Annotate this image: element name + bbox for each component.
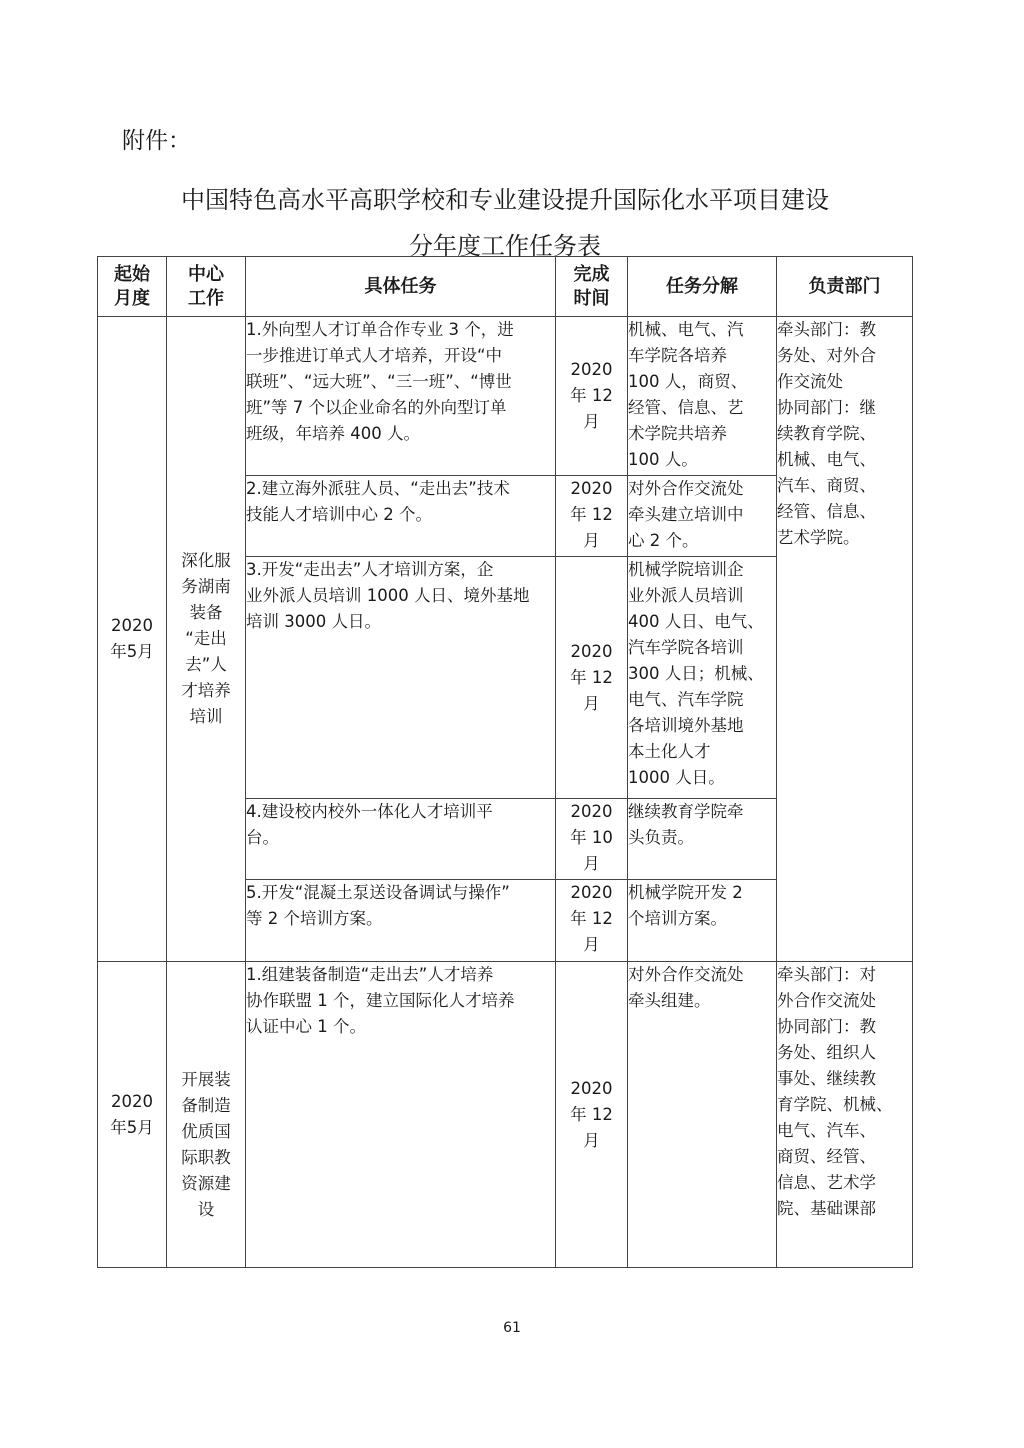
header-decompose: 任务分解 <box>628 257 777 317</box>
page-number: 61 <box>503 1320 521 1336</box>
task-cell: 1.组建装备制造“走出去”人才培养 协作联盟 1 个，建立国际化人才培养 认证中心 1 个。 <box>246 962 556 1268</box>
decompose-cell: 对外合作交流处 牵头组建。 <box>628 962 777 1268</box>
start-month-cell: 2020 年5月 <box>98 962 167 1268</box>
header-center-work: 中心 工作 <box>167 257 246 317</box>
decompose-cell: 继续教育学院牵 头负责。 <box>628 799 777 880</box>
table-header-row <box>98 257 913 317</box>
header-finish-time: 完成 时间 <box>556 257 628 317</box>
center-work-cell: 深化服 务湖南 装备 “走出 去”人 才培养 培训 <box>167 317 246 962</box>
task-cell: 4.建设校内校外一体化人才培训平 台。 <box>246 799 556 880</box>
finish-time-cell: 2020 年 12 月 <box>556 557 628 799</box>
dept-cell: 牵头部门：教 务处、对外合 作交流处 协同部门：继 续教育学院、 机械、电气、 汽车、商贸、 经管、信息、 艺术学院。 <box>777 317 913 962</box>
finish-time-cell: 2020 年 12 月 <box>556 962 628 1268</box>
decompose-cell: 机械、电气、汽 车学院各培养 100 人，商贸、 经管、信息、艺 术学院共培养 100 人。 <box>628 317 777 476</box>
table-row <box>98 962 913 1268</box>
finish-time-cell: 2020 年 10 月 <box>556 799 628 880</box>
task-cell: 1.外向型人才订单合作专业 3 个，进 一步推进订单式人才培养，开设“中 联班”、“远大班”、“三一班”、“博世 班”等 7 个以企业命名的外向型订单 班级，年培养 400 人。 <box>246 317 556 476</box>
header-dept: 负责部门 <box>777 257 913 317</box>
finish-time-cell: 2020 年 12 月 <box>556 317 628 476</box>
decompose-cell: 机械学院培训企 业外派人员培训 400 人日、电气、 汽车学院各培训 300 人日；机械、 电气、汽车学院 各培训境外基地 本土化人才 1000 人日。 <box>628 557 777 799</box>
task-cell: 2.建立海外派驻人员、“走出去”技术 技能人才培训中心 2 个。 <box>246 476 556 557</box>
finish-time-cell: 2020 年 12 月 <box>556 880 628 962</box>
task-cell: 5.开发“混凝土泵送设备调试与操作” 等 2 个培训方案。 <box>246 880 556 962</box>
center-work-cell: 开展装 备制造 优质国 际职教 资源建 设 <box>167 962 246 1268</box>
document-title-line1: 中国特色高水平高职学校和专业建设提升国际化水平项目建设 <box>181 186 829 214</box>
header-start-month: 起始 月度 <box>98 257 167 317</box>
table-row <box>98 317 913 476</box>
task-cell: 3.开发“走出去”人才培训方案，企 业外派人员培训 1000 人日、境外基地 培训 3000 人日。 <box>246 557 556 799</box>
task-table <box>97 256 913 1268</box>
finish-time-cell: 2020 年 12 月 <box>556 476 628 557</box>
header-task: 具体任务 <box>246 257 556 317</box>
decompose-cell: 对外合作交流处 牵头建立培训中 心 2 个。 <box>628 476 777 557</box>
dept-cell: 牵头部门：对 外合作交流处 协同部门：教 务处、组织人 事处、继续教 育学院、机械、 电气、汽车、 商贸、经管、 信息、艺术学 院、基础课部 <box>777 962 913 1268</box>
decompose-cell: 机械学院开发 2 个培训方案。 <box>628 880 777 962</box>
document-title-line2: 分年度工作任务表 <box>409 232 601 260</box>
start-month-cell: 2020 年5月 <box>98 317 167 962</box>
attachment-label: 附件： <box>122 128 191 154</box>
